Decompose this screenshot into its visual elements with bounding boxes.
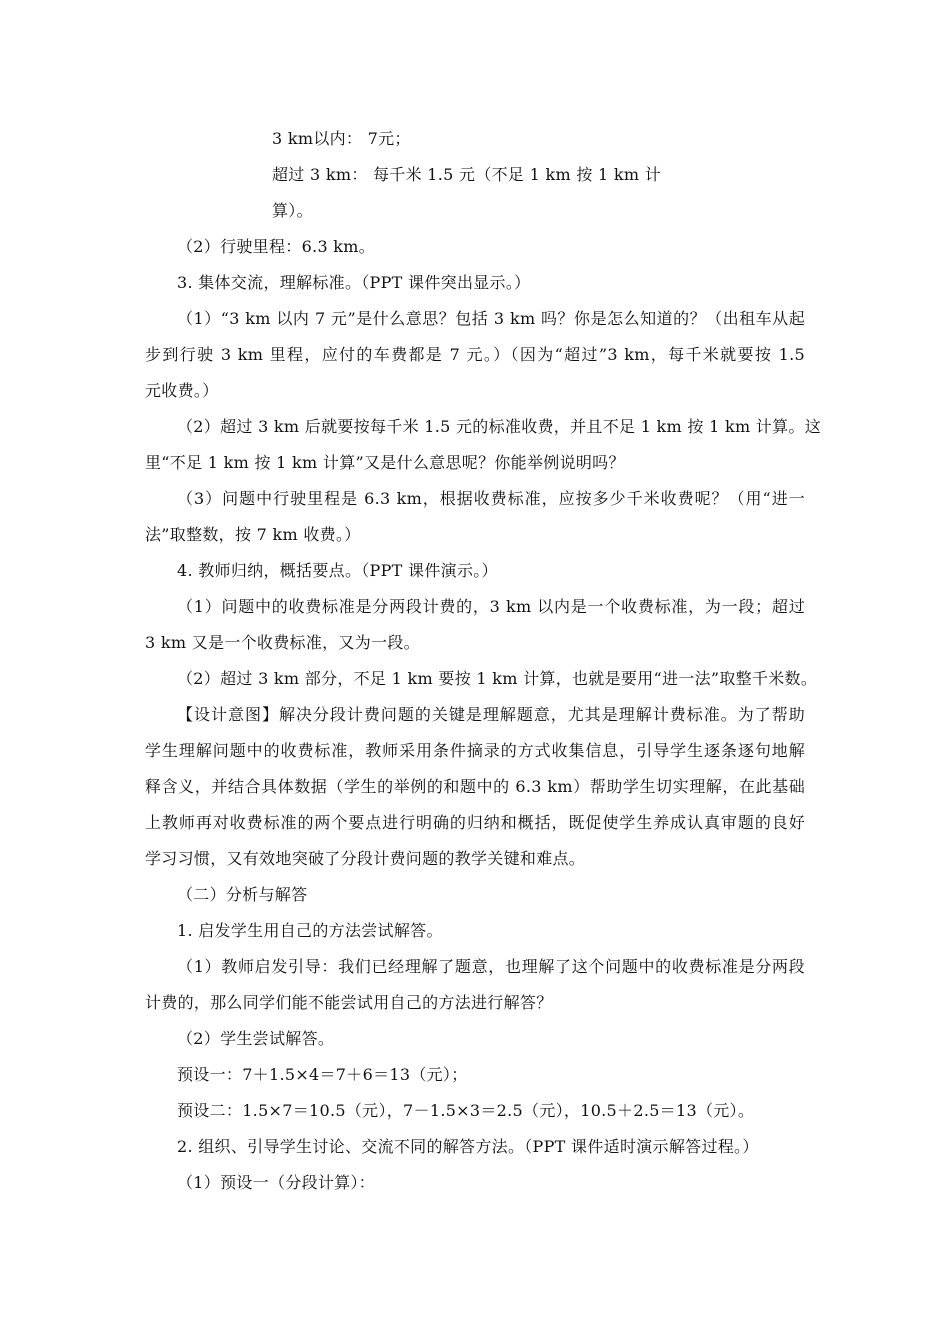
text-line: （2）学生尝试解答。 <box>177 1029 335 1048</box>
text-line: 3. 集体交流，理解标准。（PPT 课件突出显示。） <box>177 273 531 292</box>
text-line: 【设计意图】解决分段计费问题的关键是理解题意，尤其是理解计费标准。为了帮助 <box>177 705 805 724</box>
text-line: 学生理解问题中的收费标准，教师采用条件摘录的方式收集信息，引导学生逐条逐句地解 <box>145 741 805 760</box>
text-line: （1）预设一（分段计算）： <box>177 1173 376 1192</box>
text-line: 法”取整数，按 7 km 收费。） <box>145 525 361 544</box>
text-line: 4. 教师归纳，概括要点。（PPT 课件演示。） <box>177 561 498 580</box>
text-line: （1）教师启发引导：我们已经理解了题意，也理解了这个问题中的收费标准是分两段 <box>177 957 805 976</box>
text-line: 学习习惯，又有效地突破了分段计费问题的教学关键和难点。 <box>145 849 586 868</box>
text-line: 预设二：1.5×7＝10.5（元），7－1.5×3＝2.5（元），10.5＋2.5＝13（元）。 <box>177 1101 755 1120</box>
text-line: 预设一：7＋1.5×4＝7＋6＝13（元）； <box>177 1065 468 1084</box>
text-line: （1）问题中的收费标准是分两段计费的，3 km 以内是一个收费标准，为一段；超过 <box>177 597 805 616</box>
text-line: （1）“3 km 以内 7 元”是什么意思？包括 3 km 吗？你是怎么知道的？（出租车从起 <box>177 309 805 328</box>
text-line: （2）行驶里程：6.3 km。 <box>177 237 376 256</box>
text-line: （3）问题中行驶里程是 6.3 km，根据收费标准，应按多少千米收费呢？（用“进一 <box>177 489 805 508</box>
text-line: 3 km以内： 7元； <box>272 129 411 148</box>
text-line: （2）超过 3 km 部分，不足 1 km 要按 1 km 计算，也就是要用“进一法”取整千米数。 <box>177 669 818 688</box>
text-line: 上教师再对收费标准的两个要点进行明确的归纳和概括，既促使学生养成认真审题的良好 <box>145 813 805 832</box>
text-line: 释含义，并结合具体数据（学生的举例的和题中的 6.3 km）帮助学生切实理解，在此基础 <box>145 777 805 796</box>
text-line: 计费的，那么同学们能不能尝试用自己的方法进行解答？ <box>145 993 553 1012</box>
text-line: 步到行驶 3 km 里程，应付的车费都是 7 元。）（因为“超过”3 km，每千米就要按 1.5 <box>145 345 805 364</box>
section-heading: （二）分析与解答 <box>177 885 308 904</box>
text-line: （2）超过 3 km 后就要按每千米 1.5 元的标准收费，并且不足 1 km 按 1 km 计算。这 <box>177 417 822 436</box>
text-line: 里“不足 1 km 按 1 km 计算”又是什么意思呢？你能举例说明吗？ <box>145 453 625 472</box>
text-line: 1. 启发学生用自己的方法尝试解答。 <box>177 921 443 940</box>
text-line: 3 km 又是一个收费标准，又为一段。 <box>145 633 420 652</box>
text-line: 算）。 <box>272 201 313 220</box>
text-line: 元收费。） <box>145 381 219 400</box>
text-line: 2. 组织、引导学生讨论、交流不同的解答方法。（PPT 课件适时演示解答过程。） <box>177 1137 759 1156</box>
text-line: 超过 3 km： 每千米 1.5 元（不足 1 km 按 1 km 计 <box>272 165 662 184</box>
